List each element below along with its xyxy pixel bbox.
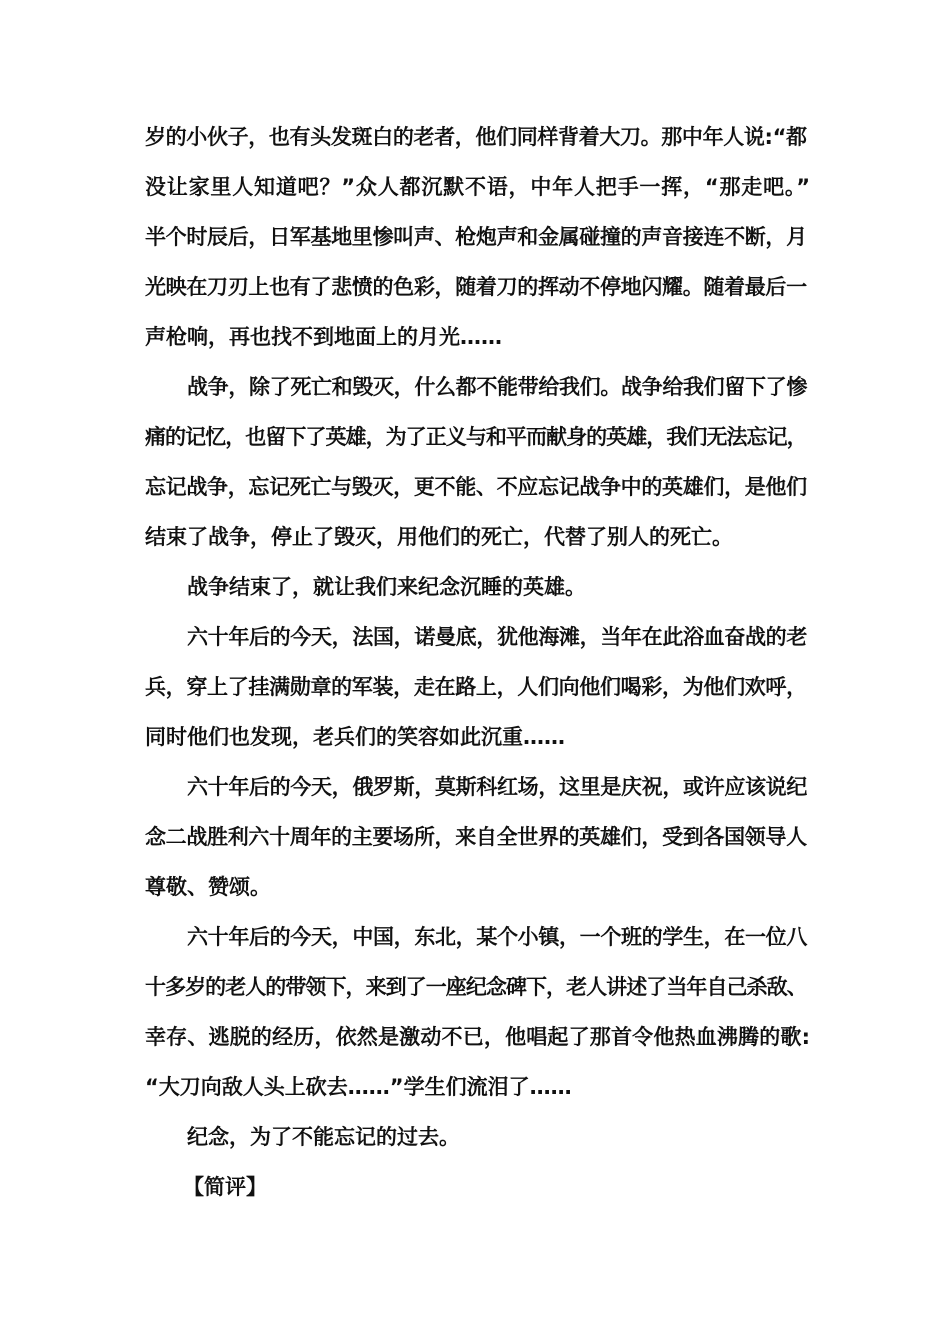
text-line: 忘记战争，忘记死亡与毁灭，更不能、不应忘记战争中的英雄们，是他们: [145, 475, 807, 499]
text-line: 没让家里人知道吧？”众人都沉默不语，中年人把手一挥，“那走吧。”: [145, 175, 810, 199]
text-line: 十多岁的老人的带领下，来到了一座纪念碑下，老人讲述了当年自己杀敌、: [145, 975, 807, 999]
text-line: 六十年后的今天，中国，东北，某个小镇，一个班的学生，在一位八: [187, 925, 807, 949]
text-line: 念二战胜利六十周年的主要场所，来自全世界的英雄们，受到各国领导人: [145, 825, 807, 849]
text-line: 半个时辰后，日军基地里惨叫声、枪炮声和金属碰撞的声音接连不断，月: [145, 225, 807, 249]
essay-text: [145, 112, 810, 1212]
text-line: 战争，除了死亡和毁灭，什么都不能带给我们。战争给我们留下了惨: [187, 375, 807, 399]
text-line: 岁的小伙子，也有头发斑白的老者，他们同样背着大刀。那中年人说:“都: [145, 125, 807, 149]
text-line: 兵，穿上了挂满勋章的军装，走在路上，人们向他们喝彩，为他们欢呼，: [145, 675, 807, 699]
text-line: 同时他们也发现，老兵们的笑容如此沉重……: [145, 725, 565, 749]
text-line: 尊敬、赞颂。: [145, 875, 271, 899]
text-line: 幸存、逃脱的经历，依然是激动不已，他唱起了那首令他热血沸腾的歌:: [145, 1025, 810, 1049]
text-line: 结束了战争，停止了毁灭，用他们的死亡，代替了别人的死亡。: [145, 525, 733, 549]
text-line: 纪念，为了不能忘记的过去。: [187, 1125, 460, 1149]
text-line: 战争结束了，就让我们来纪念沉睡的英雄。: [187, 575, 586, 599]
review-heading: 【简评】: [183, 1175, 267, 1199]
text-line: 声枪响，再也找不到地面上的月光……: [145, 325, 502, 349]
text-line: 光映在刀刃上也有了悲愤的色彩，随着刀的挥动不停地闪耀。随着最后一: [145, 275, 807, 299]
text-line: 六十年后的今天，法国，诺曼底，犹他海滩，当年在此浴血奋战的老: [187, 625, 807, 649]
text-line: 六十年后的今天，俄罗斯，莫斯科红场，这里是庆祝，或许应该说纪: [187, 775, 807, 799]
text-line: “大刀向敌人头上砍去……”学生们流泪了……: [145, 1075, 572, 1099]
text-line: 痛的记忆，也留下了英雄，为了正义与和平而献身的英雄，我们无法忘记，: [145, 425, 807, 449]
